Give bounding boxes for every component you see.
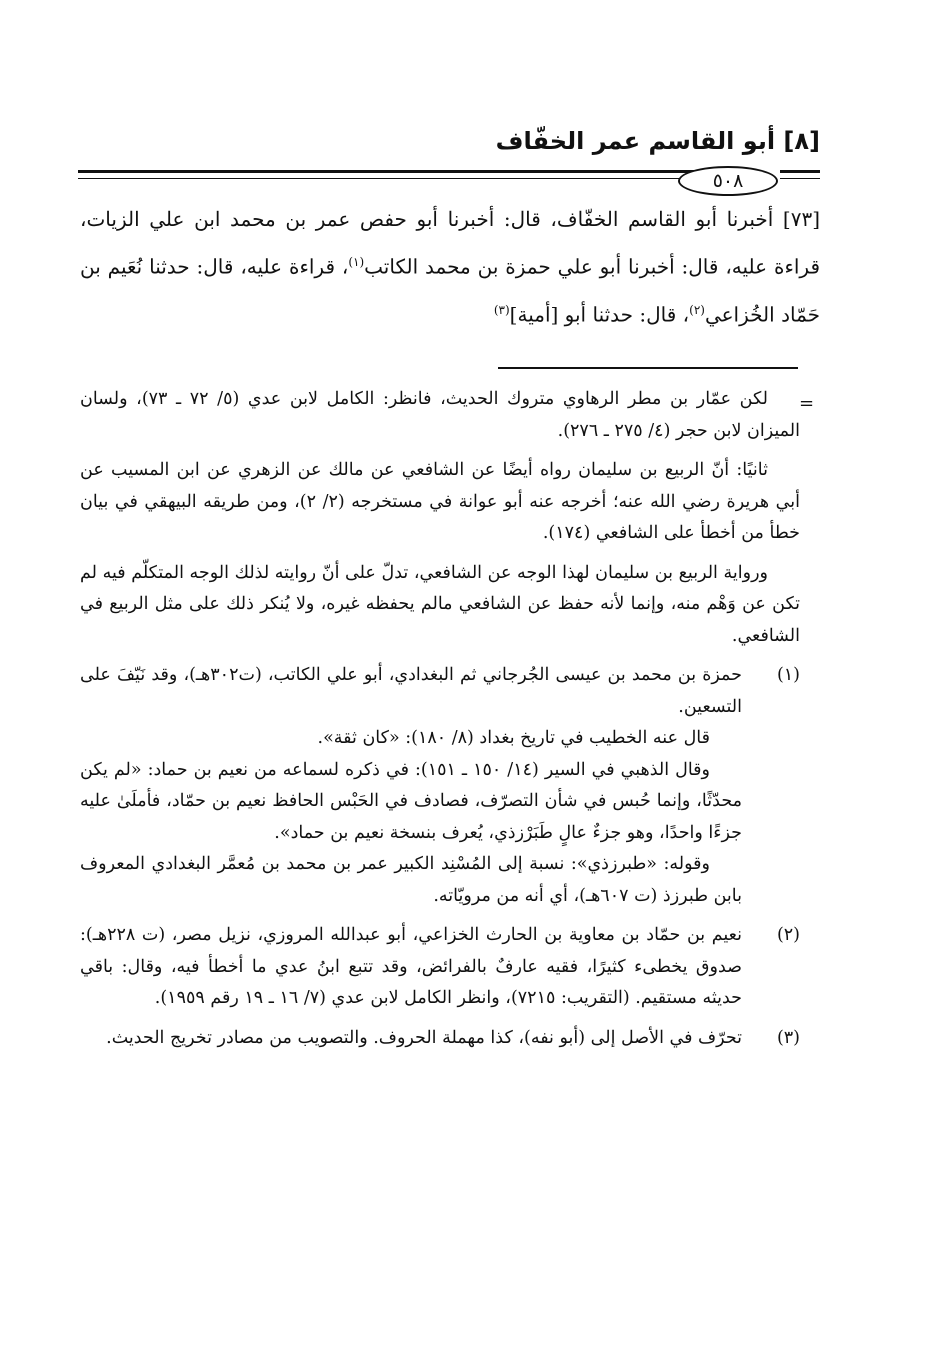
page-number: ٥٠٨: [678, 166, 778, 196]
footnote-ref-1: (١): [348, 255, 365, 269]
footnote-divider: [498, 367, 798, 369]
footnote-continuation-1: لكن عمّار بن مطر الرهاوي متروك الحديث، فانظر: الكامل لابن عدي (٥/ ٧٢ ـ ٧٣)، ولسان الميزان لابن حجر (٤/ ٢٧٥ ـ ٢٧٦).: [80, 389, 800, 441]
footnote-1: [80, 660, 800, 912]
footnote-1-number: (١): [776, 665, 800, 685]
footnote-3-number: (٣): [776, 1027, 800, 1048]
header-rule: [78, 166, 820, 190]
hadith-number: [٧٣]: [782, 207, 821, 231]
header-rule-left: [78, 170, 698, 179]
footnote-1-p4: وقوله: «طبرزذي»: نسبة إلى المُسْنِد الكبير عمر بن محمد بن مُعمَّر البغدادي المعروف بابن طبرزذ (ت ٦٠٧هـ)، أي أنه من مرويّاته.: [80, 854, 742, 906]
hadith-text-b: ، قراءة عليه، قال: حدثنا نُعَيم بن حَمّاد الخُزاعي: [80, 254, 820, 327]
footnote-continuation-2: ثانيًا: أنّ الربيع بن سليمان رواه أيضًا عن الشافعي عن مالك عن الزهري عن ابن المسيب عن أبي هريرة رضي الله عنه؛ أخرجه عنه أبو عوانة في مستخرجه (٢/ ٢)، ومن طريقه البيهقي في بيان خطأ من أخطأ على الشافعي (١٧٤).: [80, 460, 800, 543]
hadith-text: أخبرنا أبو القاسم الخفّاف، قال: أخبرنا أبو حفص عمر بن محمد ابن علي الزيات، قراءة عليه، قال: أخبرنا أبو علي حمزة بن محمد الكاتب: [80, 207, 821, 279]
hadith-paragraph: [80, 198, 820, 336]
footnote-2-number: (٢): [776, 925, 800, 945]
footnote-1-p1: حمزة بن محمد بن عيسى الجُرجاني ثم البغدادي، أبو علي الكاتب، (ت٣٠٢هـ)، وقد نَيّفَ على التسعين.: [80, 665, 742, 717]
footnote-ref-2: (٢): [689, 302, 705, 317]
footnote-ref-3: (٣): [493, 302, 510, 317]
footnotes: [80, 384, 800, 1062]
footnote-continuation-3: ورواية الربيع بن سليمان لهذا الوجه عن الشافعي، تدلّ على أنّ روايته لذلك الوجه المتكلّم فيه لم تكن عن وَهْم منه، وإنما لأنه حفظ عن الشافعي مالم يحفظه غيره، ولا يُنكر ذلك على مثل الربيع في الشافعي.: [80, 562, 800, 646]
hadith-text-c: ، قال: حدثنا أبو [أمية]: [509, 302, 690, 327]
footnote-1-p3: وقال الذهبي في السير (١٤/ ١٥٠ ـ ١٥١): في ذكره لسماعه من نعيم بن حماد: «لم يكن محدّثًا، وإنما حُبس في شأن التصرّف، فصادف في الحَبْس الحافظ نعيم بن حمّاد، فأملَىٰ عليه جزءًا واحدًا، وهو جزءٌ عالٍ طَبَرْزذي، يُعرف بنسخة نعيم بن حماد».: [80, 759, 742, 843]
continuation-mark: =: [799, 393, 815, 414]
footnote-1-p2: قال عنه الخطيب في تاريخ بغداد (٨/ ١٨٠): «كان ثقة».: [317, 728, 710, 748]
footnote-2-p1: نعيم بن حمّاد بن معاوية بن الحارث الخزاعي، أبو عبدالله المروزي، نزيل مصر، (ت ٢٢٨هـ): صدوق يخطىء كثيرًا، فقيه عارفٌ بالفرائض، وقد تتبع ابنُ عدي ما أخطأ فيه، وقال: باقي حديثه مستقيم. (التقريب: ٧٢١٥)، وانظر الكامل لابن عدي (٧/ ١٦ ـ ١٩ رقم ١٩٥٩).: [80, 925, 742, 1008]
footnote-3-p1: تحرّف في الأصل إلى (أبو نفه)، كذا مهملة الحروف. والتصويب من مصادر تخريج الحديث.: [106, 1027, 742, 1048]
footnote-2: [80, 920, 800, 1015]
footnote-3: [80, 1023, 800, 1055]
header-rule-right: [780, 170, 820, 179]
running-header-title: [٨] أبو القاسم عمر الخفّاف: [495, 127, 820, 155]
main-text: [80, 198, 820, 336]
